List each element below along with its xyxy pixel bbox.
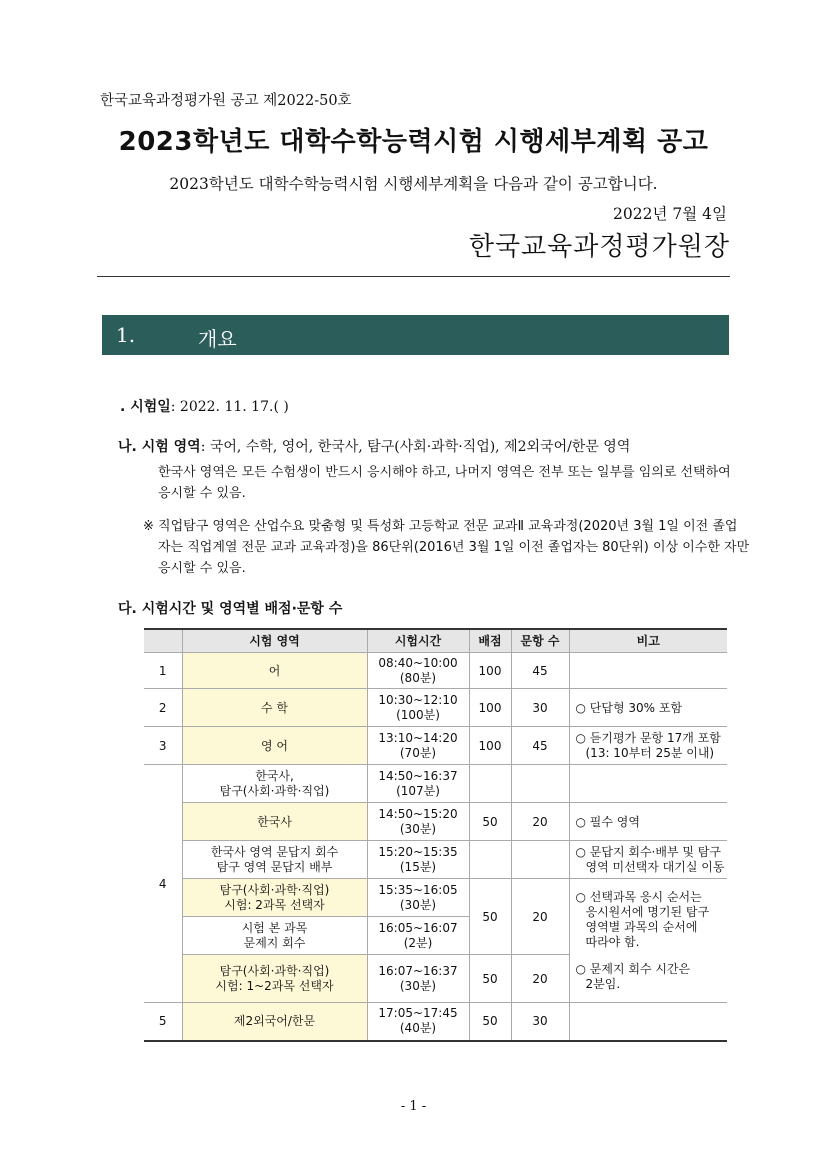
vocational-note-line: 자는 직업계열 전문 교과 교육과정)을 86단위(2016년 3월 1일 이전 졸업자는 80단위) 이상 이수한 자만	[158, 540, 750, 555]
subject-cell: 탐구(사회·과학·직업) 시험: 1~2과목 선택자	[182, 955, 367, 1003]
item-schedule-heading	[118, 598, 342, 618]
table-row	[144, 841, 727, 879]
header-area: 시험 영역	[182, 629, 367, 653]
note-cell	[569, 1003, 727, 1041]
item-exam-date-value: : 2022. 11. 17.( )	[170, 399, 289, 415]
score-cell: 50	[469, 803, 511, 841]
subject-cell: 한국사 영역 문답지 회수 탐구 영역 문답지 배부	[182, 841, 367, 879]
count-cell	[511, 765, 569, 803]
subject-cell: 제2외국어/한문	[182, 1003, 367, 1041]
vocational-note-line: 응시할 수 있음.	[158, 561, 246, 576]
subject-cell: 탐구(사회·과학·직업) 시험: 2과목 선택자	[182, 879, 367, 917]
header-note: 비고	[569, 629, 727, 653]
subject-cell: 한국사	[182, 803, 367, 841]
score-cell: 50	[469, 955, 511, 1003]
time-cell: 16:07~16:37 (30분)	[367, 955, 469, 1003]
subject-cell: 시험 본 과목 문제지 회수	[182, 917, 367, 955]
score-cell: 50	[469, 879, 511, 955]
score-cell	[469, 841, 511, 879]
lead-text: 2023학년도 대학수학능력시험 시행세부계획을 다음과 같이 공고합니다.	[169, 175, 658, 193]
item-exam-areas-label: 나. 시험 영역	[118, 439, 201, 455]
table-row	[144, 879, 727, 917]
vocational-note	[143, 516, 749, 579]
item-exam-date	[120, 396, 289, 416]
time-cell: 14:50~15:20 (30분)	[367, 803, 469, 841]
areas-note	[158, 462, 731, 504]
row-number: 4	[144, 765, 182, 1003]
score-cell: 100	[469, 689, 511, 727]
table-row	[144, 1003, 727, 1041]
signer: 한국교육과정평가원장	[468, 232, 730, 262]
item-exam-areas	[118, 436, 630, 456]
item-schedule-label: 다. 시험시간 및 영역별 배점·문항 수	[118, 601, 343, 617]
header-divider	[97, 276, 730, 277]
count-cell: 45	[511, 653, 569, 689]
count-cell: 20	[511, 879, 569, 955]
time-cell: 17:05~17:45 (40분)	[367, 1003, 469, 1041]
note-cell	[569, 765, 727, 803]
count-cell: 20	[511, 803, 569, 841]
row-number: 1	[144, 653, 182, 689]
table-row	[144, 765, 727, 803]
count-cell: 30	[511, 1003, 569, 1041]
note-cell: ○ 듣기평가 문항 17개 포함 (13: 10부터 25분 이내)	[569, 727, 727, 765]
header-time: 시험시간	[367, 629, 469, 653]
notice-number: 한국교육과정평가원 공고 제2022-50호	[100, 93, 352, 109]
page-number: - 1 -	[400, 1099, 427, 1114]
score-cell: 100	[469, 727, 511, 765]
item-exam-areas-value: : 국어, 수학, 영어, 한국사, 탐구(사회·과학·직업), 제2외국어/한문 영역	[200, 439, 631, 455]
count-cell: 45	[511, 727, 569, 765]
areas-note-line: 한국사 영역은 모든 수험생이 반드시 응시해야 하고, 나머지 영역은 전부 또는 일부를 임의로 선택하여	[158, 465, 731, 480]
time-cell: 15:35~16:05 (30분)	[367, 879, 469, 917]
subject-cell: 한국사, 탐구(사회·과학·직업)	[182, 765, 367, 803]
time-cell: 08:40~10:00 (80분)	[367, 653, 469, 689]
section-header-overview	[102, 315, 729, 355]
notice-date: 2022년 7월 4일	[613, 205, 727, 223]
table-header-row	[144, 629, 727, 653]
schedule-table	[144, 628, 727, 1042]
note-cell: ○ 문답지 회수·배부 및 탐구 영역 미선택자 대기실 이동	[569, 841, 727, 879]
table-row	[144, 653, 727, 689]
score-cell: 50	[469, 1003, 511, 1041]
row-number: 3	[144, 727, 182, 765]
section-title: 개요	[198, 327, 237, 351]
row-number: 2	[144, 689, 182, 727]
time-cell: 14:50~16:37 (107분)	[367, 765, 469, 803]
note-cell: ○ 필수 영역	[569, 803, 727, 841]
time-cell: 16:05~16:07 (2분)	[367, 917, 469, 955]
note-cell: ○ 선택과목 응시 순서는 응시원서에 명기된 탐구 영역별 과목의 순서에 따라야 함. ○ 문제지 회수 시간은 2분임.	[569, 879, 727, 1003]
note-cell	[569, 653, 727, 689]
row-number: 5	[144, 1003, 182, 1041]
time-cell: 15:20~15:35 (15분)	[367, 841, 469, 879]
count-cell: 20	[511, 955, 569, 1003]
subject-cell: 어	[182, 653, 367, 689]
item-exam-date-label: . 시험일	[120, 399, 171, 415]
score-cell: 100	[469, 653, 511, 689]
vocational-note-line: ※ 직업탐구 영역은 산업수요 맞춤형 및 특성화 고등학교 전문 교과Ⅱ 교육과정(2020년 3월 1일 이전 졸업	[143, 519, 738, 534]
score-cell	[469, 765, 511, 803]
count-cell	[511, 841, 569, 879]
header-no	[144, 629, 182, 653]
time-cell: 10:30~12:10 (100분)	[367, 689, 469, 727]
subject-cell: 영 어	[182, 727, 367, 765]
header-score: 배점	[469, 629, 511, 653]
areas-note-line: 응시할 수 있음.	[158, 486, 246, 501]
header-count: 문항 수	[511, 629, 569, 653]
note-cell: ○ 단답형 30% 포함	[569, 689, 727, 727]
section-number: 1.	[116, 323, 136, 347]
table-row	[144, 803, 727, 841]
table-row	[144, 689, 727, 727]
subject-cell: 수 학	[182, 689, 367, 727]
table-row	[144, 727, 727, 765]
count-cell: 30	[511, 689, 569, 727]
time-cell: 13:10~14:20 (70분)	[367, 727, 469, 765]
page-title: 2023학년도 대학수학능력시험 시행세부계획 공고	[118, 127, 709, 157]
